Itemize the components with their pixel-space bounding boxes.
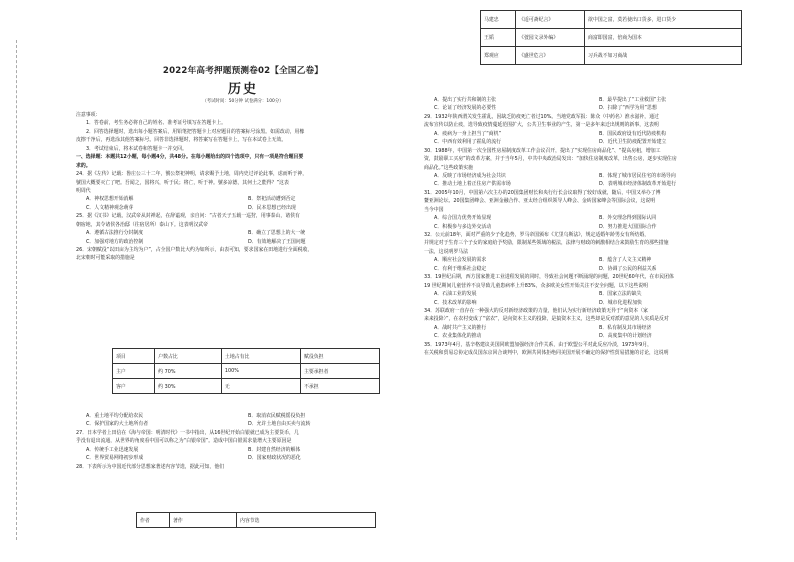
- table-cell: 郑观应: [481, 47, 516, 65]
- option-a: A．遵循古法推行分封制度: [86, 230, 144, 237]
- option-b: B．封建自然经济的解体: [248, 446, 301, 453]
- option-b: B．国民政府设有近代防疫机构: [599, 130, 666, 137]
- option-d: D．高度集中的计划经济: [599, 333, 652, 340]
- question-24: 24．据《左传》记载：鲁庄公三十二年，號公祭祀神明，请求赐予土地，周内史过评论此事，虑而听于神，: [76, 171, 308, 178]
- option-row: [424, 324, 764, 332]
- text-line: 流布宣传以防止疫，选导致疫情蔓延范围扩大，公共卫生事业的产生，第一是多年来迁出规则的新事，这表明: [424, 122, 659, 129]
- exam-title: 2022年高考押题预测卷02【全国乙卷】: [162, 66, 324, 76]
- table-row: [137, 513, 376, 528]
- text-line: 19 世纪期间儿童营养不良导致儿童患病率上升83%，众多欧美女性开始关注不安全问题，以下这些说明: [424, 282, 649, 289]
- option-b: B．外交理念得到国际认同: [599, 215, 657, 222]
- option-a: A．战时共产主义的推行: [434, 324, 487, 331]
- option-row: [76, 204, 410, 212]
- table-cell: 商富即国富，倍商为国本: [585, 29, 742, 47]
- question-33: 33．19世纪后期，西方国家推进工业进程发展的同时，导致社会问题不断涌现的问题，20世纪60年代，在市民团体: [424, 274, 674, 281]
- option-c: C．技术改革的影响: [434, 299, 477, 306]
- table-cell: 主要承担者: [300, 364, 379, 379]
- option-row: [424, 256, 764, 264]
- option-b: B．取消农民赋税徭役负担: [248, 413, 306, 419]
- question-28: 28．下表所示为中国近代部分思想家著述内容节选，据此可知，他们: [76, 463, 225, 470]
- option-b: B．国家立法的缺失: [599, 291, 642, 298]
- option-row: [76, 420, 410, 428]
- option-a: A．提出了实行共和制的主张: [434, 97, 497, 103]
- table-row: [481, 47, 742, 65]
- option-c: C．论证了经济发展的必要性: [434, 105, 497, 112]
- table-cell: 客户: [113, 379, 155, 394]
- text-line: 2．回答选择题时，选出每小题答案后，用铅笔把答题卡上对应题目的答案标号涂黑。如需改动，用橡: [86, 128, 305, 135]
- table-row: [113, 379, 380, 394]
- option-row: [424, 180, 764, 188]
- text-line: 商品化。”这些政策实施: [424, 164, 473, 171]
- question-29: 29．1932年陕西渭关发生霍乱，因缺乏防疫死亡者过10%。当地党政军报：陈众（中药名）淮水滋补，通过: [424, 113, 659, 120]
- table-cell: 无: [221, 379, 300, 394]
- option-b: B．祭祀活动遭到否定: [248, 196, 296, 203]
- option-d: D．表明城市经济体制改革开始进行: [599, 181, 677, 188]
- table-cell: 《弢园文录外编》: [516, 29, 585, 47]
- option-d: D．城市化进程加快: [599, 299, 642, 306]
- table-row: [113, 364, 380, 379]
- table-cell: 王韬: [481, 29, 516, 47]
- option-c: C．推动土地上着正住房产供需市场: [434, 181, 511, 188]
- table-cell: 《适可斋纪言》: [516, 11, 585, 29]
- option-row: [424, 299, 764, 307]
- text-line: 资，鼓励职工买房”的改革方案，并于当年5月，中共中央政治局发出：“加快住房制度改革，出售公房，逐步实现住房: [424, 156, 677, 163]
- option-row: [76, 454, 410, 462]
- text-line: 朝宿地，其令诸侯各治邸（往宿居所）泰山下。这表明汉武帝: [76, 221, 209, 228]
- option-d: D．有效地解决了王国问题: [248, 238, 306, 245]
- table-cell: 项目: [113, 349, 155, 364]
- text-line: 来来投降）”，在农村变成了“富农”，是向资本主义的投降，是搞资本主义，这些却是反对派的意见的人实质是反对: [424, 316, 669, 323]
- table-cell: 土地占有比: [221, 349, 300, 364]
- question-26: 26．宋朝赋役“以田亩为主均为户”，占全国户数比大约为如所示，由表可知，要求国家在田地进行全面税收，: [76, 247, 313, 253]
- binding-margin-line: [16, 40, 27, 540]
- exam-subject: 历史: [227, 82, 258, 97]
- option-row: [424, 265, 764, 273]
- option-row: [76, 229, 410, 237]
- table-cell: 著作: [170, 513, 237, 528]
- right-questions: [424, 96, 764, 358]
- option-row: [76, 412, 410, 420]
- table-row: [113, 349, 380, 364]
- text-line: 在关税和贸易总协定成员国东京回合谈判中，欧洲共同体拒绝同美国开展不确定的保护性贸易措施的讨论，这说明: [424, 350, 669, 357]
- option-row: [424, 214, 764, 222]
- option-row: [424, 104, 764, 112]
- option-a: A．神权思想开始消解: [86, 196, 134, 203]
- table-cell: 100%: [221, 364, 300, 379]
- option-row: [424, 130, 764, 138]
- option-d: D．协调了公民的利益关系: [599, 265, 657, 272]
- table-row: [481, 29, 742, 47]
- question-31: 31．2005年10月，中国第六次主办的20国集团财长和央行行长会议取得了较好成就，随后，中国又举办了博: [424, 189, 661, 196]
- text-line: 注意事项：: [76, 112, 101, 118]
- text-line: 3．考试结束后，将本试卷和答题卡一并交回。: [86, 145, 187, 152]
- instructions-block: [76, 111, 410, 263]
- option-a: A．石油工业的发展: [434, 291, 477, 298]
- option-d: D．努力推进大国国际合作: [599, 223, 657, 230]
- section-heading: 一、选择题：本题共12小题，每小题4分，共48分。在每小题给出的四个选项中，只有一项是符合题目要: [76, 154, 304, 161]
- option-c: C．人文精神观念萌芽: [86, 204, 134, 211]
- option-b: B．私有制及其市场经济: [599, 324, 652, 331]
- text-line: 乎没有退出流通，从世界的角度看中国可以称之为“白银帝国”。造成中国白银需求量增大主要原因是: [76, 438, 292, 445]
- table-cell: 约 70%: [155, 364, 222, 379]
- question-32: 32．公元前18年，面对严重的少子化趋势，罗马帝国颁布《尤里乌斯法》，规定适婚年龄男女有所结婚，: [424, 232, 650, 238]
- table-cell: 内容节选: [237, 513, 376, 528]
- option-row: [424, 96, 764, 104]
- option-row: [424, 138, 764, 146]
- table-cell: 不承担: [300, 379, 379, 394]
- table-cell: 约 30%: [155, 379, 222, 394]
- text-line: 1．答卷前，考生务必将自己的姓名、准考证号填写在答题卡上。: [86, 120, 227, 127]
- tax-table: [112, 348, 380, 394]
- table-cell: 习兵战不如习商战: [585, 47, 742, 65]
- option-a: A．疫病为一身上担当了“商机”: [434, 130, 502, 137]
- option-row: [424, 332, 764, 340]
- question-34: 34．苏联政府一直存在一种强大的反对新经济政策的力量，他们认为实行新经济政策无异于“向资本（家: [424, 307, 648, 314]
- option-d: D．民本思想已经出现: [248, 204, 296, 211]
- table-row: [481, 11, 742, 29]
- text-line: 一法，这说明罗马法: [424, 248, 469, 255]
- option-a: A．传统手工业迅速发展: [86, 446, 139, 453]
- option-a: A．反映了市场经济成为社会共识: [434, 172, 506, 179]
- option-row: [424, 290, 764, 298]
- question-30: 30．1988年，中国第一次全国性房屋制度改革工作会议召开，提出了“实现住房商品化”、“提高房租，增加工: [424, 147, 661, 154]
- option-b: B．蕴含了人文主义精神: [599, 257, 652, 264]
- option-c: C．有利于维系社会稳定: [434, 265, 487, 272]
- text-line: 北宋朝时可能采取的措施是: [76, 255, 135, 262]
- option-row: [76, 195, 410, 203]
- option-c: C．农业集体化的推动: [434, 333, 482, 340]
- option-row: [424, 223, 764, 231]
- option-c: C．中西有效利用了霍乱的流行: [434, 139, 501, 146]
- table-cell: 主户: [113, 364, 155, 379]
- question-35: 35．1973年4月，基辛格建议美国同欧盟加强经济合作关系，由于欧盟公平对此反应冷淡，1973年9月，: [424, 341, 653, 348]
- option-b: B．体现了城市居民住宅的市场导向: [599, 172, 676, 179]
- table-cell: 作者: [137, 513, 170, 528]
- option-c: C．积极参与多边外交活动: [434, 223, 492, 230]
- option-a: A．综合国力优势开始显现: [434, 215, 492, 222]
- option-c: C．加强对地方的政治控制: [86, 238, 144, 245]
- option-d: D．近代卫生防疫配置开始建立: [599, 139, 667, 146]
- option-b: B．最早提出了“工业救国”主张: [599, 97, 667, 103]
- text-line: 號国大概要灭亡了吧。吾闻之，国将兴，听于民；将亡，听于神。號多凉德，其何土之能得？”这表: [76, 179, 289, 186]
- table-cell: 赋役负担: [300, 349, 379, 364]
- option-c: C．世界贸易网络初步形成: [86, 455, 144, 462]
- option-d: D．允许土地自由买卖与流转: [248, 421, 311, 428]
- option-a: A．顺应社会发展的需求: [434, 257, 487, 264]
- option-c: C．保护国家的大土地所有者: [86, 421, 149, 428]
- author-table: [480, 10, 742, 65]
- option-row: [76, 238, 410, 246]
- question-25: 25．据《汉书》记载，汉武帝从封禅起，在辞谥观，亲自问：“古者天子五载一巡狩，用事泰山，诸侯有: [76, 213, 300, 220]
- option-row: [424, 172, 764, 180]
- text-line: 明周代: [76, 187, 91, 194]
- text-line: 皮擦干净后，再选涂其他答案标号。回答非选择题时，将答案写在答题卡上，写在本试卷上无效。: [76, 137, 287, 144]
- option-a: A．重土地平均分配给农民: [86, 413, 144, 419]
- questions-block-2: [76, 412, 410, 471]
- option-d: D．扫除了“西学为用”思想: [599, 105, 657, 112]
- table-cell: 马建忠: [481, 11, 516, 29]
- option-row: [76, 446, 410, 454]
- question-27: 27．日本学者上田信在《海与帝国：明清时代》一书中指出，从16世纪开始白银就已成为主要货币，几: [76, 429, 299, 436]
- text-line: 并规定对于生育三个子女的家庭给予奖励，限制某些领域的税法，法律与财政的刺激相结合来鼓励生育的那些措施: [424, 240, 669, 247]
- text-line: 当今中国: [424, 206, 444, 213]
- table-cell: 户数占比: [155, 349, 222, 364]
- section-heading: 求的。: [76, 162, 91, 169]
- author-table-header: [136, 512, 376, 528]
- table-cell: 《盛世危言》: [516, 47, 585, 65]
- option-d: D．国家财政状况的恶化: [248, 455, 301, 462]
- text-line: 鳌亚洲论坛、20国集团峰会、亚洲金融合作、亚太经合组织领导人峰会、金砖国家峰会等国际会议，这说明: [424, 198, 656, 205]
- exam-meta: （考试时间：50分钟 试卷满分：100分）: [202, 99, 284, 104]
- table-cell: 欲中国之富，莫若使出口货多，进口货少: [585, 11, 742, 29]
- option-b: B．确立了思想上的大一统: [248, 230, 306, 237]
